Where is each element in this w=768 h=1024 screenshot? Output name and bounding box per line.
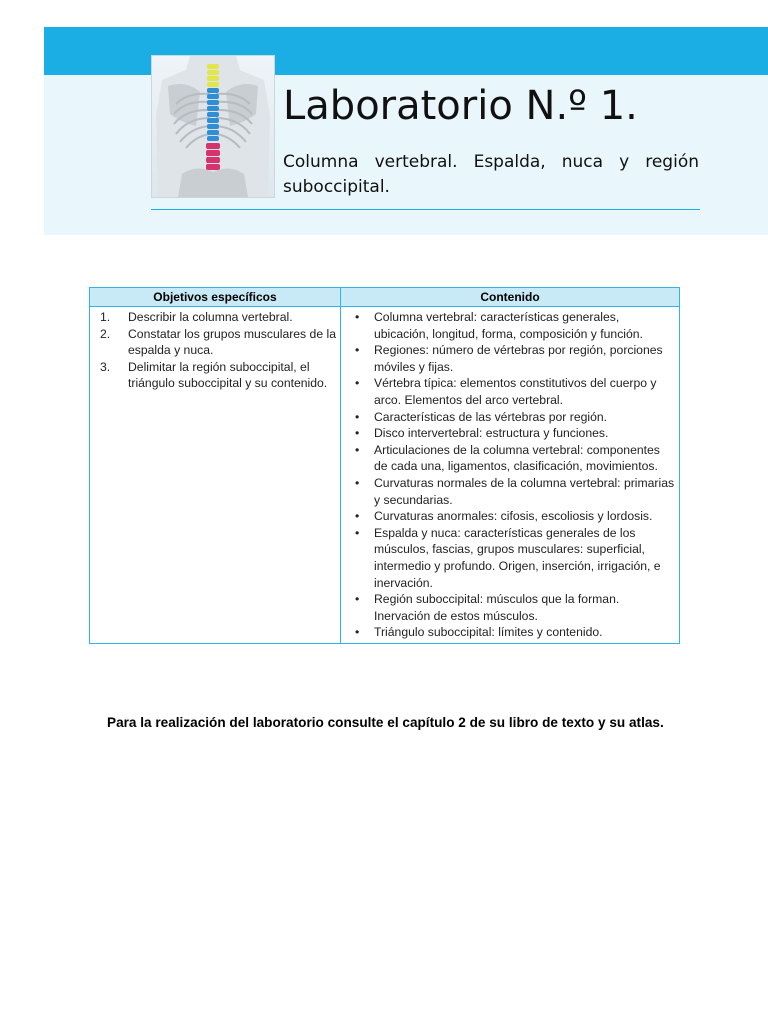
bullet-icon: • xyxy=(355,376,360,391)
list-item xyxy=(345,624,675,641)
bullet-icon: • xyxy=(355,625,360,640)
list-item xyxy=(345,525,675,591)
table-header-row xyxy=(90,288,680,307)
item-text: Delimitar la región suboccipital, el triángulo suboccipital y su contenido. xyxy=(128,359,328,391)
list-item xyxy=(345,475,675,508)
item-text: Vértebra típica: elementos constitutivos del cuerpo y arco. Elementos del arco vertebral. xyxy=(374,376,657,407)
list-item xyxy=(345,442,675,475)
contents-list xyxy=(345,309,675,641)
header-divider xyxy=(151,209,700,210)
bullet-icon: • xyxy=(355,475,360,490)
item-number: 3. xyxy=(100,359,111,374)
item-text: Características de las vértebras por región. xyxy=(374,409,608,424)
list-item xyxy=(345,309,675,342)
objectives-cell xyxy=(90,307,341,644)
item-text: Regiones: número de vértebras por región, porciones móviles y fijas. xyxy=(374,343,663,374)
item-number: 2. xyxy=(100,326,111,341)
bullet-icon: • xyxy=(355,442,360,457)
page-title: Laboratorio N.º 1. xyxy=(283,83,638,129)
item-number: 1. xyxy=(100,310,111,324)
column-header-objectives: Objetivos específicos xyxy=(90,288,341,307)
bullet-icon: • xyxy=(355,509,360,524)
content-table xyxy=(89,287,680,644)
list-item xyxy=(345,409,675,426)
list-item xyxy=(345,425,675,442)
instruction-note: Para la realización del laboratorio consulte el capítulo 2 de su libro de texto y su atlas. xyxy=(107,715,664,730)
bullet-icon: • xyxy=(355,310,360,324)
list-item xyxy=(94,309,336,326)
item-text: Espalda y nuca: características generales de los músculos, fascias, grupos musculares: superficial, intermedio y profundo. Origen, inserción, irrigación, e inervación. xyxy=(374,525,661,590)
item-text: Articulaciones de la columna vertebral: componentes de cada una, ligamentos, clasificación, movimientos. xyxy=(374,442,660,474)
item-text: Columna vertebral: características generales, ubicación, longitud, forma, composición y función. xyxy=(374,310,643,341)
bullet-icon: • xyxy=(355,592,360,607)
item-text: Constatar los grupos musculares de la espalda y nuca. xyxy=(128,326,336,358)
spine-illustration xyxy=(151,55,275,198)
bullet-icon: • xyxy=(355,343,360,358)
item-text: Curvaturas anormales: cifosis, escoliosis y lordosis. xyxy=(374,509,653,524)
item-text: Describir la columna vertebral. xyxy=(128,310,293,324)
list-item xyxy=(345,375,675,408)
item-text: Curvaturas normales de la columna vertebral: primarias y secundarias. xyxy=(374,475,675,507)
page-subtitle: Columna vertebral. Espalda, nuca y región suboccipital. xyxy=(283,152,699,197)
item-text: Disco intervertebral: estructura y funciones. xyxy=(374,426,609,441)
contents-cell xyxy=(341,307,680,644)
bullet-icon: • xyxy=(355,426,360,441)
objectives-list xyxy=(94,309,336,392)
list-item xyxy=(345,591,675,624)
bullet-icon: • xyxy=(355,409,360,424)
item-text: Triángulo suboccipital: límites y contenido. xyxy=(374,625,603,640)
item-text: Región suboccipital: músculos que la forman. Inervación de estos músculos. xyxy=(374,592,620,623)
column-header-contents: Contenido xyxy=(341,288,680,307)
list-item xyxy=(345,342,675,375)
list-item xyxy=(345,508,675,525)
list-item xyxy=(94,359,336,392)
table-row xyxy=(90,307,680,644)
bullet-icon: • xyxy=(355,525,360,540)
spine-skeleton-image xyxy=(152,56,274,197)
list-item xyxy=(94,326,336,359)
